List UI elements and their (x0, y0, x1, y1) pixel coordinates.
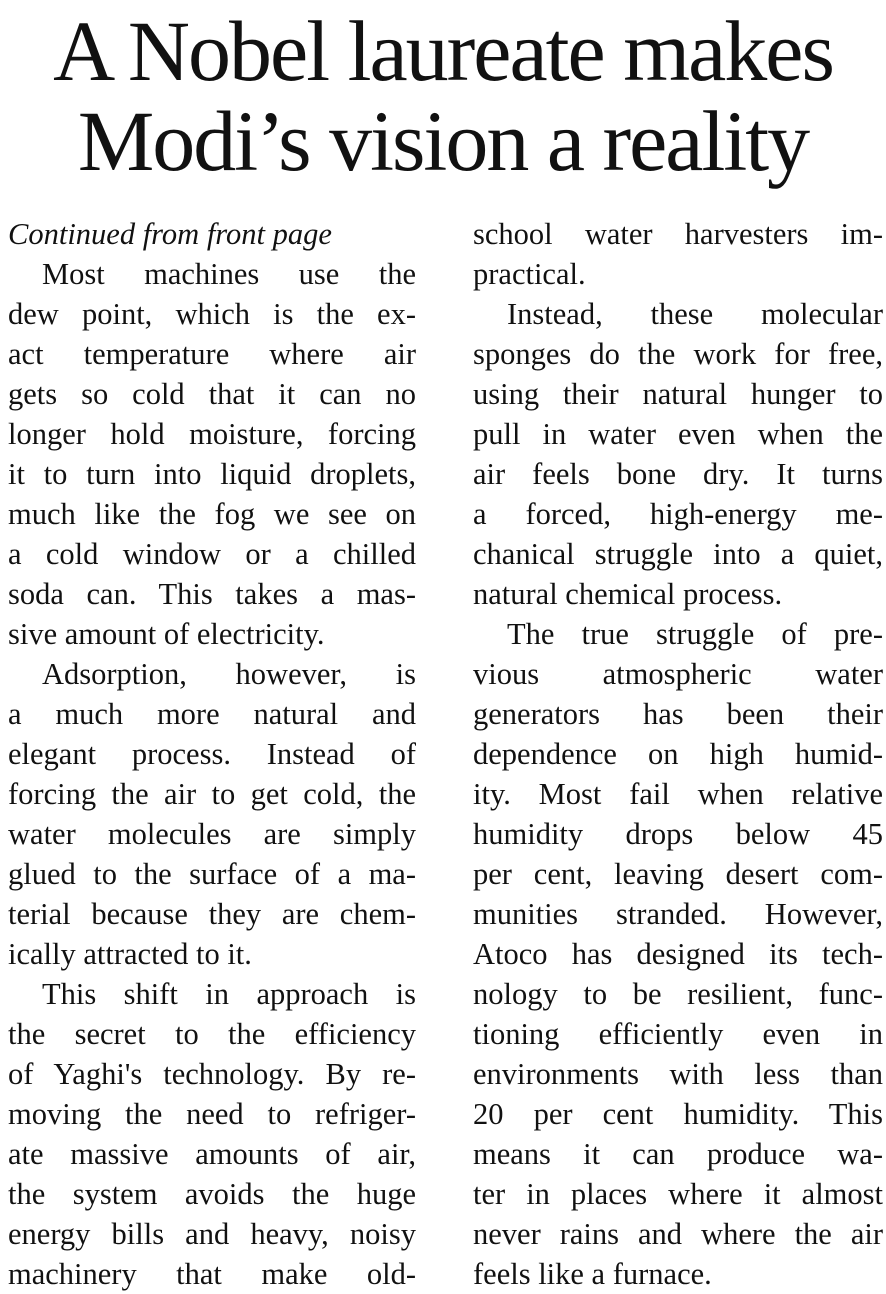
text-line: soda can. This takes a mas- (8, 577, 416, 611)
continuation-note: Continued from front page (8, 217, 332, 251)
text-line: ter in places where it almost (473, 1177, 883, 1211)
text-line: terial because they are chem- (8, 897, 416, 931)
text-line: environments with less than (473, 1057, 883, 1091)
text-line: the secret to the efficiency (8, 1017, 416, 1051)
text-line: sponges do the work for free, (473, 337, 883, 371)
text-line: munities stranded. However, (473, 897, 883, 931)
text-line: 20 per cent humidity. This (473, 1097, 883, 1131)
text-line: vious atmospheric water (473, 657, 883, 691)
text-line: school water harvesters im- (473, 217, 883, 251)
text-line: ate massive amounts of air, (8, 1137, 416, 1171)
text-line: The true struggle of pre- (507, 617, 883, 651)
text-line: Adsorption, however, is (42, 657, 416, 691)
article-column-left (8, 214, 416, 1294)
headline-line-1: A Nobel laureate makes (53, 3, 833, 99)
text-line: of Yaghi's technology. By re- (8, 1057, 416, 1091)
text-line: This shift in approach is (42, 977, 416, 1011)
text-line: a much more natural and (8, 697, 416, 731)
text-line: moving the need to refriger- (8, 1097, 416, 1131)
text-line: dew point, which is the ex- (8, 297, 416, 331)
text-line: means it can produce wa- (473, 1137, 883, 1171)
text-line: chanical struggle into a quiet, (473, 537, 883, 571)
text-line: forcing the air to get cold, the (8, 777, 416, 811)
text-line: gets so cold that it can no (8, 377, 416, 411)
text-line: nology to be resilient, func- (473, 977, 883, 1011)
text-line: tioning efficiently even in (473, 1017, 883, 1051)
text-line: Instead, these molecular (507, 297, 883, 331)
text-line: much like the fog we see on (8, 497, 416, 531)
text-line: a cold window or a chilled (8, 537, 416, 571)
headline (0, 3, 886, 189)
text-line: it to turn into liquid droplets, (8, 457, 416, 491)
text-line: sive amount of electricity. (8, 617, 325, 651)
text-line: act temperature where air (8, 337, 416, 371)
text-line: glued to the surface of a ma- (8, 857, 416, 891)
text-line: never rains and where the air (473, 1217, 883, 1251)
text-line: longer hold moisture, forcing (8, 417, 416, 451)
text-line: machinery that make old- (8, 1257, 416, 1291)
text-line: generators has been their (473, 697, 883, 731)
text-line: humidity drops below 45 (473, 817, 883, 851)
text-line: water molecules are simply (8, 817, 416, 851)
text-line: air feels bone dry. It turns (473, 457, 883, 491)
text-line: dependence on high humid- (473, 737, 883, 771)
text-line: practical. (473, 257, 586, 291)
text-line: the system avoids the huge (8, 1177, 416, 1211)
text-line: Atoco has designed its tech- (473, 937, 883, 971)
text-line: ity. Most fail when relative (473, 777, 883, 811)
text-line: Most machines use the (42, 257, 416, 291)
text-line: using their natural hunger to (473, 377, 883, 411)
text-line: a forced, high-energy me- (473, 497, 883, 531)
article-column-right (473, 214, 883, 1294)
text-line: ically attracted to it. (8, 937, 252, 971)
text-line: elegant process. Instead of (8, 737, 416, 771)
text-line: natural chemical process. (473, 577, 783, 611)
text-line: per cent, leaving desert com- (473, 857, 883, 891)
text-line: pull in water even when the (473, 417, 883, 451)
text-line: feels like a furnace. (473, 1257, 712, 1291)
headline-line-2: Modi’s vision a reality (77, 93, 809, 189)
text-line: energy bills and heavy, noisy (8, 1217, 416, 1251)
